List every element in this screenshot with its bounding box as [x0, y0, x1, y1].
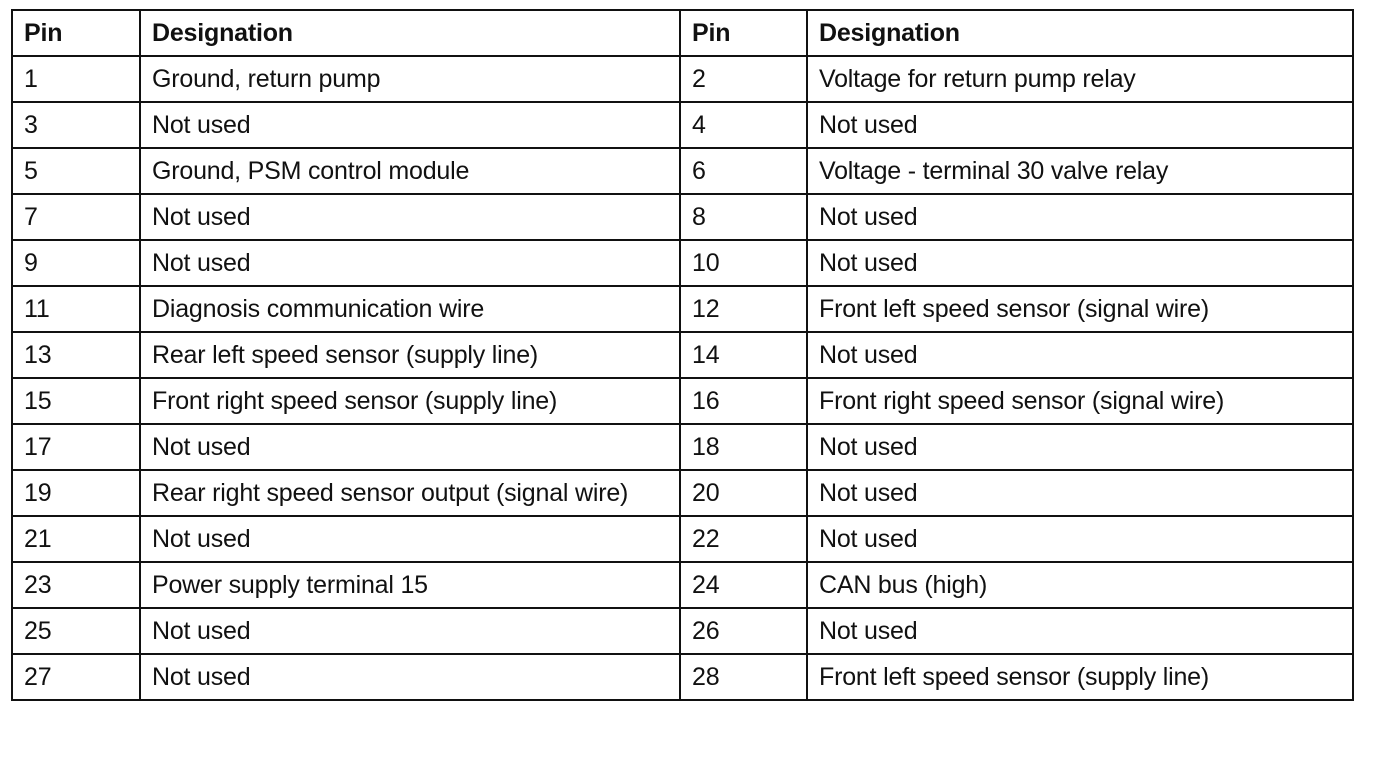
cell-pin-left: 3: [12, 102, 140, 148]
table-row: [12, 378, 1353, 424]
cell-pin-right: 22: [680, 516, 807, 562]
cell-pin-left: 23: [12, 562, 140, 608]
cell-designation-left: Ground, PSM control module: [140, 148, 680, 194]
cell-pin-right: 10: [680, 240, 807, 286]
cell-pin-left: 17: [12, 424, 140, 470]
table-row: [12, 562, 1353, 608]
header-pin-left: Pin: [12, 10, 140, 56]
cell-pin-right: 26: [680, 608, 807, 654]
cell-designation-right: Front left speed sensor (supply line): [807, 654, 1353, 700]
table-row: [12, 102, 1353, 148]
cell-pin-left: 1: [12, 56, 140, 102]
cell-pin-right: 8: [680, 194, 807, 240]
cell-pin-right: 24: [680, 562, 807, 608]
table-row: [12, 516, 1353, 562]
cell-designation-right: Not used: [807, 332, 1353, 378]
cell-pin-left: 11: [12, 286, 140, 332]
cell-designation-left: Not used: [140, 240, 680, 286]
table-row: [12, 148, 1353, 194]
cell-designation-right: Voltage - terminal 30 valve relay: [807, 148, 1353, 194]
table-row: [12, 332, 1353, 378]
cell-pin-right: 2: [680, 56, 807, 102]
cell-pin-right: 20: [680, 470, 807, 516]
cell-designation-right: Not used: [807, 424, 1353, 470]
table-row: [12, 608, 1353, 654]
cell-pin-right: 12: [680, 286, 807, 332]
cell-pin-left: 15: [12, 378, 140, 424]
table-row: [12, 240, 1353, 286]
cell-designation-right: Not used: [807, 516, 1353, 562]
header-designation-right: Designation: [807, 10, 1353, 56]
cell-designation-left: Diagnosis communication wire: [140, 286, 680, 332]
cell-designation-left: Ground, return pump: [140, 56, 680, 102]
cell-pin-left: 5: [12, 148, 140, 194]
cell-pin-left: 7: [12, 194, 140, 240]
cell-pin-right: 16: [680, 378, 807, 424]
cell-designation-left: Not used: [140, 516, 680, 562]
cell-designation-left: Not used: [140, 424, 680, 470]
cell-pin-left: 27: [12, 654, 140, 700]
cell-pin-left: 13: [12, 332, 140, 378]
cell-designation-left: Rear left speed sensor (supply line): [140, 332, 680, 378]
cell-pin-left: 9: [12, 240, 140, 286]
cell-designation-right: Not used: [807, 608, 1353, 654]
cell-pin-left: 25: [12, 608, 140, 654]
table-row: [12, 194, 1353, 240]
pin-designation-table: [11, 9, 1354, 701]
cell-designation-left: Power supply terminal 15: [140, 562, 680, 608]
cell-designation-right: Not used: [807, 470, 1353, 516]
cell-pin-right: 4: [680, 102, 807, 148]
cell-designation-left: Not used: [140, 608, 680, 654]
header-pin-right: Pin: [680, 10, 807, 56]
cell-pin-left: 19: [12, 470, 140, 516]
cell-designation-left: Not used: [140, 102, 680, 148]
cell-designation-right: CAN bus (high): [807, 562, 1353, 608]
cell-designation-left: Front right speed sensor (supply line): [140, 378, 680, 424]
table-body: [12, 56, 1353, 700]
cell-designation-right: Front right speed sensor (signal wire): [807, 378, 1353, 424]
cell-designation-right: Not used: [807, 102, 1353, 148]
cell-pin-left: 21: [12, 516, 140, 562]
cell-designation-right: Voltage for return pump relay: [807, 56, 1353, 102]
cell-pin-right: 14: [680, 332, 807, 378]
table-row: [12, 654, 1353, 700]
cell-designation-left: Not used: [140, 194, 680, 240]
cell-designation-left: Not used: [140, 654, 680, 700]
table-row: [12, 424, 1353, 470]
table-row: [12, 56, 1353, 102]
table-row: [12, 470, 1353, 516]
cell-designation-right: Front left speed sensor (signal wire): [807, 286, 1353, 332]
cell-pin-right: 18: [680, 424, 807, 470]
cell-designation-left: Rear right speed sensor output (signal wire): [140, 470, 680, 516]
header-row: [12, 10, 1353, 56]
cell-designation-right: Not used: [807, 240, 1353, 286]
cell-designation-right: Not used: [807, 194, 1353, 240]
header-designation-left: Designation: [140, 10, 680, 56]
cell-pin-right: 6: [680, 148, 807, 194]
cell-pin-right: 28: [680, 654, 807, 700]
table-row: [12, 286, 1353, 332]
